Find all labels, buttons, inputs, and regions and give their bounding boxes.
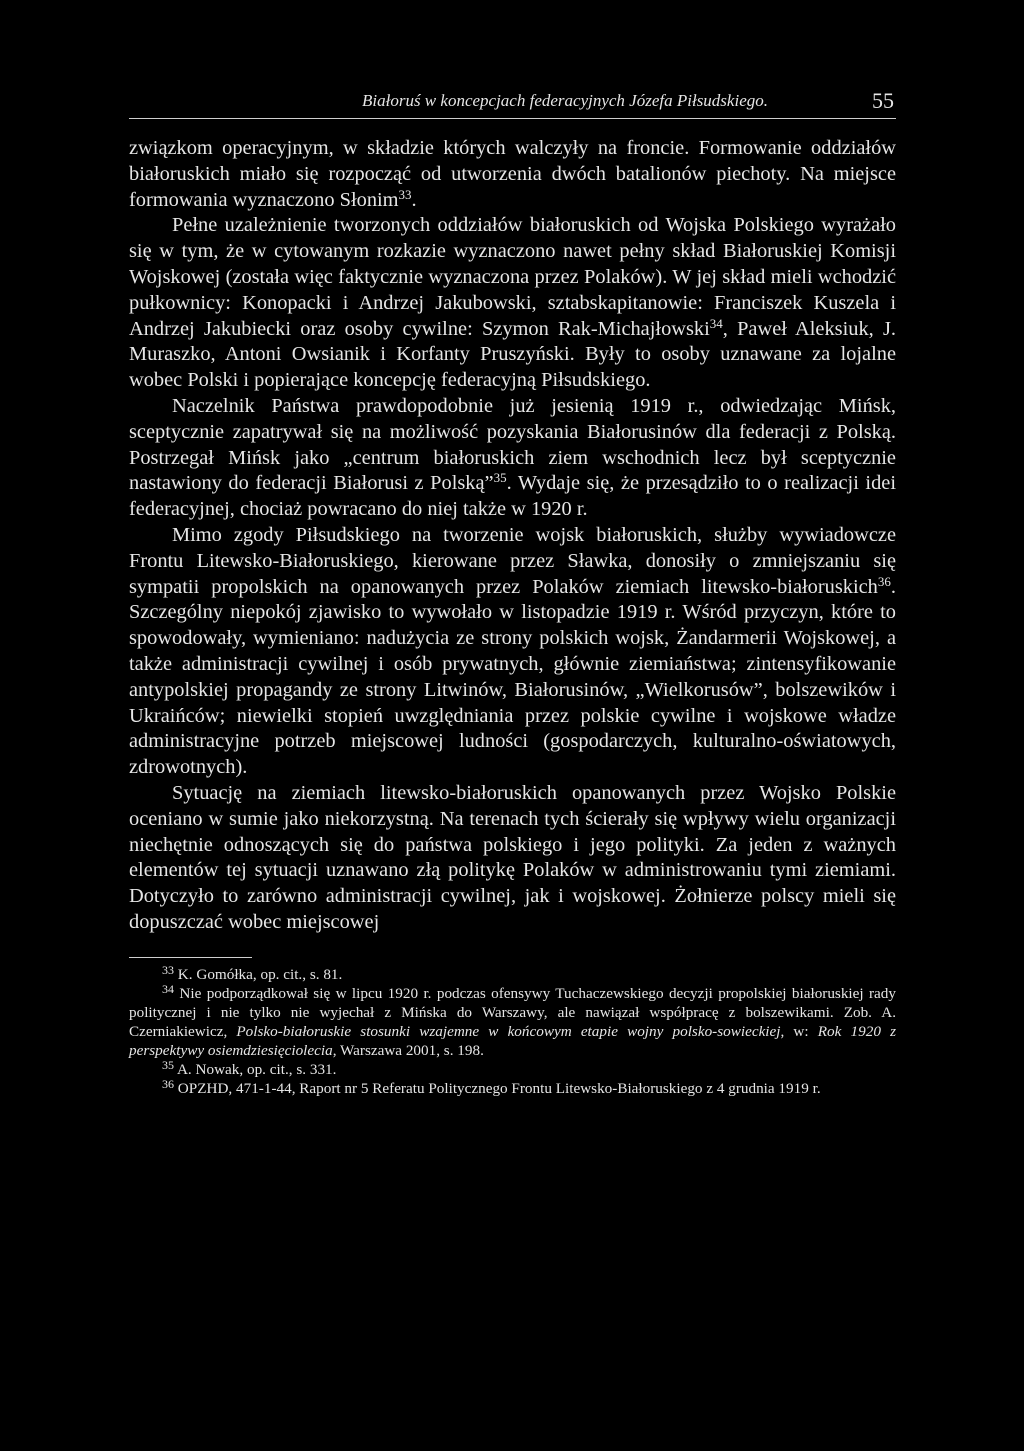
footnote-34 — [129, 981, 896, 1060]
running-header — [129, 88, 896, 119]
footnote-text: K. Gomółka, op. cit., s. 81. — [177, 965, 343, 983]
cited-title: Polsko-białoruskie stosunki wzajemne w końcowym etapie wojny polsko-sowieckiej — [236, 1022, 781, 1040]
paragraph-4-text-end: . Szczególny niepokój zjawisko to wywołało w listopadzie 1919 r. Wśród przyczyn, które to spowodowały, wymieniano: nadużycia ze strony polskich wojsk, Żandarmerii Wojskowej, a także administracji cywilnej i osób prywatnych, głównie ziemiaństwa; zintensyfikowanie antypolskiej propagandy ze strony Litwinów, Białorusinów, „Wielkorusów”, bolszewików i Ukraińców; niewielki stopień uwzględniania przez polskie cywilne i wojskowe władze administracyjne potrzeb miejscowej ludności (gospodarczych, kulturalno-oświatowych, zdrowotnych). — [129, 575, 896, 779]
footnote-36 — [129, 1076, 896, 1098]
paragraph-2 — [129, 213, 896, 394]
footnote-divider — [129, 957, 252, 958]
paragraph-3-text: Naczelnik Państwa prawdopodobnie już jesienią 1919 r., odwiedzając Mińsk, sceptycznie zapatrywał się na możliwość pozyskania Białorusinów dla federacji z Polską. Postrzegał Mińsk jako „centrum białoruskich ziem wschodnich lecz był sceptycznie nastawiony do federacji Białorusi z Polską” — [129, 394, 896, 495]
paragraph-1 — [129, 136, 896, 213]
footnote-number: 36 — [162, 1076, 174, 1091]
footnote-text: A. Nowak, op. cit., s. 331. — [176, 1060, 337, 1078]
footnote-ref-36: 36 — [877, 573, 891, 589]
running-header-title: Białoruś w koncepcjach federacyjnych Józefa Piłsudskiego. — [362, 91, 768, 110]
footnotes — [129, 962, 896, 1098]
paragraph-2-text: Pełne uzależnienie tworzonych oddziałów białoruskich od Wojska Polskiego wyrażało się w tym, że w cytowanym rozkazie wyznaczono nawet pełny skład Białoruskiej Komisji Wojskowej (została więc faktycznie wyznaczona przez Polaków). W jej skład mieli wchodzić pułkownicy: Konopacki i Andrzej Jakubowski, sztabskapitanowie: Franciszek Kuszela i Andrzej Jakubiecki oraz osoby cywilne: Szymon Rak-Michajłowski — [129, 214, 896, 340]
footnote-number: 33 — [162, 962, 174, 977]
footnote-ref-34: 34 — [709, 315, 723, 331]
footnote-text: OPZHD, 471-1-44, Raport nr 5 Referatu Politycznego Frontu Litewsko-Białoruskiego z 4 grudnia 1919 r. — [177, 1079, 821, 1097]
page-number: 55 — [872, 88, 894, 113]
paragraph-5-text: Sytuację na ziemiach litewsko-białoruskich opanowanych przez Wojsko Polskie oceniano w sumie jako niekorzystną. Na terenach tych ścierały się wpływy wielu organizacji niechętnie odnoszących się do państwa polskiego i jego polityki. Za jeden z ważnych elementów tej sytuacji uznawano złą politykę Polaków w administrowaniu tymi ziemiami. Dotyczyło to zarówno administracji cywilnej, jak i wojskowej. Żołnierze polscy mieli się dopuszczać wobec miejscowej — [129, 781, 896, 933]
paragraph-5 — [129, 781, 896, 936]
main-text — [129, 136, 896, 936]
paragraph-3-text-end: . Wydaje się, że przesądziło to o realizacji idei federacyjnej, chociaż powracano do niej także w 1920 r. — [129, 472, 896, 521]
footnote-33 — [129, 962, 896, 984]
paragraph-4-text: Mimo zgody Piłsudskiego na tworzenie wojsk białoruskich, służby wywiadowcze Frontu Litewsko-Białoruskiego, kierowane przez Sławka, donosiły o zmniejszaniu się sympatii propolskich na opanowanych przez Polaków ziemiach litewsko-białoruskich — [129, 523, 896, 598]
paragraph-1-text: związkom operacyjnym, w składzie których walczyły na froncie. Formowanie oddziałów białoruskich miało się rozpocząć od utworzenia dwóch batalionów piechoty. Na miejsce formowania wyznaczono Słonim — [129, 137, 896, 211]
paragraph-2-text-end: , Paweł Aleksiuk, J. Muraszko, Antoni Owsianik i Korfanty Pruszyński. Były to osoby uznawane za lojalne wobec Polski i popierające koncepcję federacyjną Piłsudskiego. — [129, 317, 896, 392]
cited-title: Rok 1920 z perspektywy osiemdziesięciolecia — [129, 1022, 896, 1059]
footnote-ref-33: 33 — [398, 186, 412, 202]
footnote-text: , w: — [780, 1022, 818, 1040]
footnote-text: Nie podporządkował się w lipcu 1920 r. podczas ofensywy Tuchaczewskiego decyzji propolskiej białoruskiej rady politycznej i nie tylko nie wyjechał z Mińska do Warszawy, ale nawiązał współpracę z bolszewikami. Zob. A. Czerniakiewicz, — [129, 984, 896, 1040]
footnote-number: 34 — [162, 981, 174, 996]
paragraph-1-text-end: . — [411, 188, 417, 211]
footnote-text: , Warszawa 2001, s. 198. — [332, 1041, 484, 1059]
footnote-35 — [129, 1057, 896, 1079]
book-page — [129, 88, 896, 1098]
footnote-number: 35 — [162, 1057, 174, 1072]
footnote-ref-35: 35 — [493, 470, 507, 486]
paragraph-3 — [129, 394, 896, 523]
paragraph-4 — [129, 523, 896, 781]
